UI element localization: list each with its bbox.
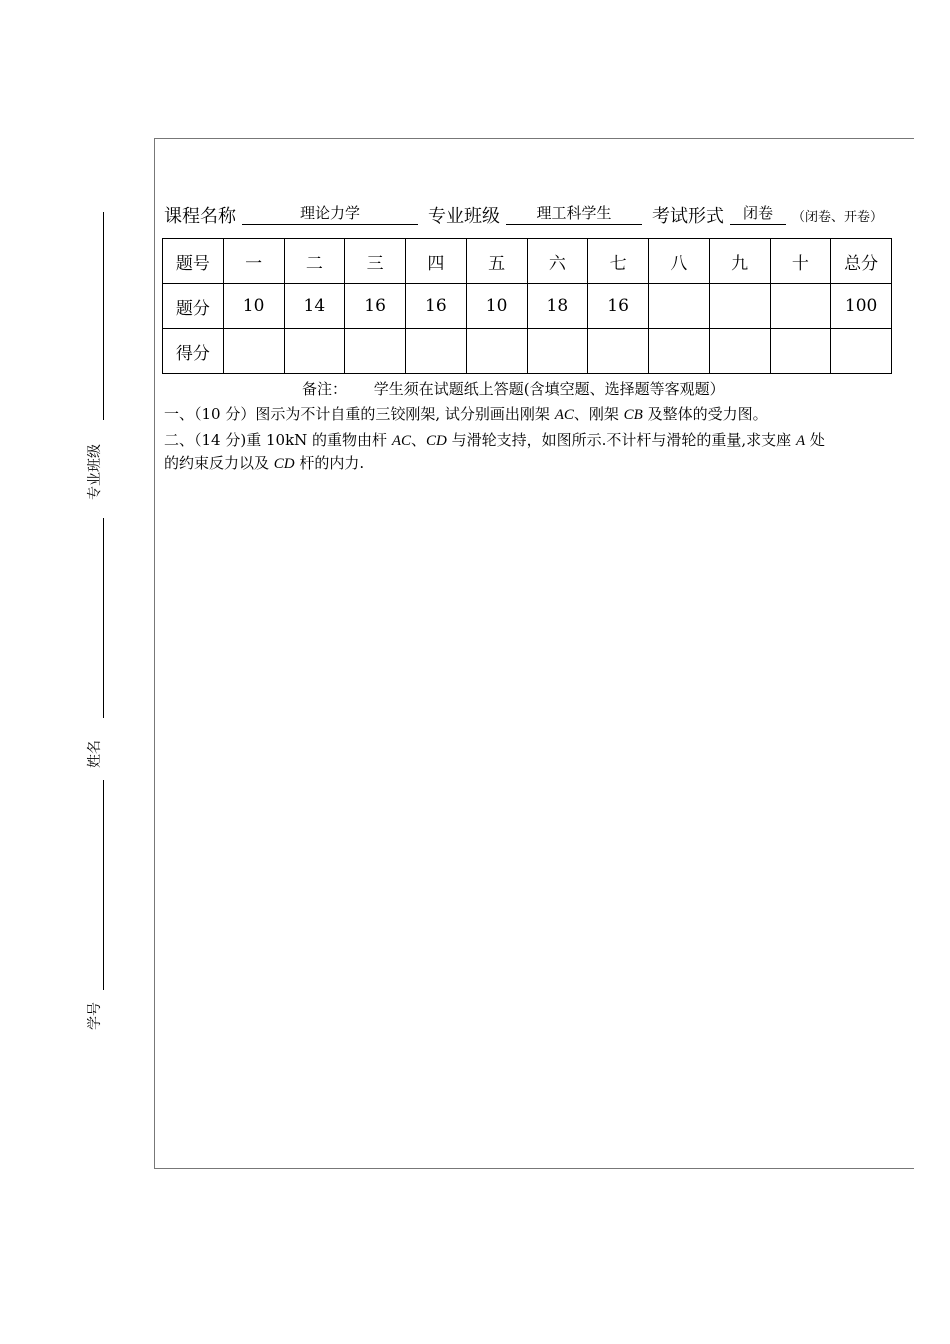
remark — [302, 378, 725, 399]
side-line-major-class[interactable] — [103, 518, 104, 718]
table-cell: 得分 — [163, 329, 224, 374]
table-cell: 10 — [466, 284, 527, 329]
score-input-cell[interactable] — [345, 329, 406, 374]
side-label-major-class: 专业班级 — [87, 444, 103, 500]
table-cell: 18 — [527, 284, 588, 329]
table-cell: 题分 — [163, 284, 224, 329]
table-cell: 总分 — [831, 239, 892, 284]
q1-label-ac: AC — [554, 407, 574, 423]
score-table — [162, 238, 892, 374]
score-input-cell[interactable] — [649, 329, 710, 374]
score-input-cell[interactable] — [527, 329, 588, 374]
exam-type-field[interactable]: 闭卷 — [730, 202, 786, 225]
q1-text-suffix: 及整体的受力图。 — [647, 405, 768, 423]
class-label: 专业班级 — [428, 206, 500, 227]
course-label: 课程名称 — [164, 206, 236, 227]
table-cell: 16 — [588, 284, 649, 329]
side-line-top — [103, 212, 104, 420]
q2-label-cd-2: CD — [273, 456, 295, 472]
table-cell: 100 — [831, 284, 892, 329]
question-1 — [164, 403, 904, 426]
side-label-name: 姓名 — [87, 740, 103, 768]
q1-label-cb: CB — [623, 407, 643, 423]
q2-label-a: A — [795, 433, 806, 449]
score-input-cell[interactable] — [284, 329, 345, 374]
table-cell: 10 — [223, 284, 284, 329]
q2-text-end: 处 — [809, 431, 825, 449]
q2-label-cd: CD — [426, 433, 447, 449]
q2-sep: 、 — [411, 431, 427, 449]
table-cell — [709, 284, 770, 329]
side-label-student-id: 学号 — [87, 1002, 103, 1030]
score-input-cell[interactable] — [588, 329, 649, 374]
score-input-cell[interactable] — [223, 329, 284, 374]
table-cell: 五 — [466, 239, 527, 284]
q2-line2-text: 的约束反力以及 — [164, 454, 270, 472]
exam-type-options: （闭卷、开卷） — [792, 210, 884, 225]
side-line-name[interactable] — [103, 780, 104, 990]
table-cell: 二 — [284, 239, 345, 284]
table-row — [163, 329, 892, 374]
table-cell: 14 — [284, 284, 345, 329]
table-cell: 十 — [770, 239, 831, 284]
table-cell: 七 — [588, 239, 649, 284]
class-field[interactable]: 理工科学生 — [506, 202, 642, 225]
q2-text-mid: 与滑轮支持，如图所示.不计杆与滑轮的重量,求支座 — [451, 431, 792, 449]
remark-label: 备注： — [302, 380, 348, 398]
table-cell: 八 — [649, 239, 710, 284]
table-cell: 九 — [709, 239, 770, 284]
table-cell: 三 — [345, 239, 406, 284]
score-input-cell[interactable] — [406, 329, 467, 374]
q1-text: 一、（10 分）图示为不计自重的三铰刚架, 试分别画出刚架 — [164, 405, 550, 423]
table-cell: 一 — [223, 239, 284, 284]
table-cell: 题号 — [163, 239, 224, 284]
course-field[interactable]: 理论力学 — [242, 202, 418, 225]
table-cell: 六 — [527, 239, 588, 284]
exam-type-label: 考试形式 — [652, 206, 724, 227]
table-cell: 16 — [406, 284, 467, 329]
q1-text-mid: 、刚架 — [573, 405, 619, 423]
table-cell — [649, 284, 710, 329]
table-row — [163, 284, 892, 329]
table-cell: 16 — [345, 284, 406, 329]
table-row — [163, 239, 892, 284]
score-input-cell[interactable] — [709, 329, 770, 374]
table-cell — [770, 284, 831, 329]
q2-label-ac: AC — [391, 433, 411, 449]
remark-text: 学生须在试题纸上答题(含填空题、选择题等客观题） — [373, 380, 725, 398]
q2-text: 二、（14 分)重 10kN 的重物由杆 — [164, 431, 388, 449]
score-input-cell[interactable] — [831, 329, 892, 374]
q2-line2-suffix: 杆的内力. — [299, 454, 365, 472]
table-cell: 四 — [406, 239, 467, 284]
question-2 — [164, 429, 904, 475]
score-input-cell[interactable] — [466, 329, 527, 374]
score-input-cell[interactable] — [770, 329, 831, 374]
